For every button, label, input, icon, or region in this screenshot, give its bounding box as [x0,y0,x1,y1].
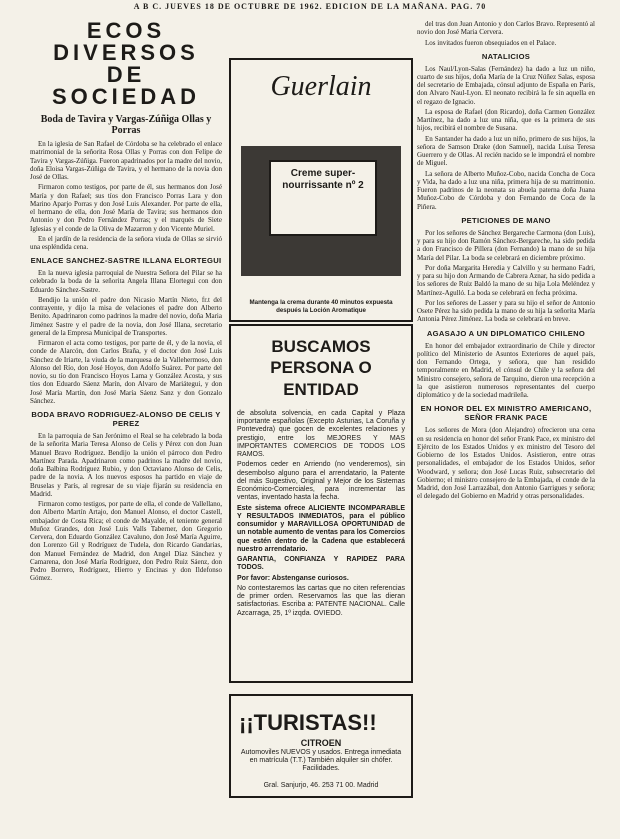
paragraph: En el jardín de la residencia de la señora viuda de Ollas se sirvió una espléndida cena. [30,234,222,251]
paragraph: Firmaron el acta como testigos, por parte de él, y de la novia, el conde de Alarcón, don Carlos Braña, y el doctor don José Luis Sánchez de Iriarte, la viuda de la marquesa de la Vallehermoso, don Alonso del Río, don José Hoyos, don Adolfo Suárez. Por parte del novio, su tío don Francisco Hoyos Lama y González Acosta, y sus tíos don Eduardo Sáenz Marín, don Alvaro de Mariátegui, y don José María Martín, don José María Sáenz Sanz y don Gonzalo Sánchez. [30,339,222,405]
ad-headline: ¡¡TURISTAS!! [239,710,377,735]
ad-paragraph: Por favor: Abstenganse curiosos. [237,574,349,582]
right-column [417,20,595,503]
header-line: A B C. JUEVES 18 DE OCTUBRE DE 1962. EDICION DE LA MAÑANA. PAG. 70 [133,2,487,11]
paragraph: Por doña Margarita Heredia y Calvillo y su hermano Fadri, y para su hijo don Armando de Cabrera Aznar, ha sido pedida a los señores de Ruiz Baldó la mano de su hija Lola Meléndez y Martínez-Agulló. La boda se celebrará en fecha próxima. [417,263,595,297]
classified-ad [229,324,413,683]
left-column [30,20,222,585]
paragraph: Firmaron como testigos, por parte de él, sus hermanos don José María y don Rafael; sus tíos don Francisco Porras Lara y don Marino Aparjo Porras y don José Luis Alexander. Por parte de ella, el hermano de ella, don José María de Tavira; sus hermanos don Antonio y don Pedro Fernández Porras; y el marqués de Siete Iglesias y el conde de la Oliva de Mazarron y don Vicente Muriel. [30,183,222,233]
jar-text: Creme super-nourrissante nº 2 [282,168,364,191]
paragraph: Por los señores de Lasser y para su hijo el señor de Antonio Osete Pérez ha sido pedida la mano de su hija la señorita María Antonia Pérez Jiménez. La boda se celebrará en breve. [417,298,595,324]
paragraph: En honor del embajador extraordinario de Chile y director político del Ministerio de Asuntos Exteriores de aquel país, don Fernando Ortega, y señora, que han residido temporalmente en Madrid, el cónsul de Chile y la señora del Ministro consejero, señora de Tarquino, dieron una recepción a la que asistieron numerosos representantes del cuerpo diplomático y de la sociedad madrileña. [417,341,595,400]
ad-paragraph: Automoviles NUEVOS y usados. Entrega inmediata en matrícula (T.T.) También alquiler sin chófer. Facilidades. [240,748,402,773]
paragraph: Bendijo la unión el padre don Nicasio Martín Nieto, fr.t del contrayente, y dijo la misa de velaciones el padre don Alberto Benito. Apadrinaron como padrinos la madre del novio, doña Maria Jiménez Sastre y el padre de la novia, don José Illana, secretario general de la Empresa Municipal de Transportes. [30,295,222,337]
lead-headline: Boda de Tavira y Vargas-Zúñiga Ollas y Porras [40,114,212,136]
subheading: AGASAJO A UN DIPLOMATICO CHILENO [426,328,586,338]
paragraph: Los señores de Mora (don Alejandro) ofrecieron una cena en su residencia en honor del señor Frank Pace, ex ministro del Ejército de los Estados Unidos y ex ministro del Tesoro del Gobierno de los Estados Unidos. Asistieron, entre otras personalidades, el embajador de los Estados Unidos, señor Woodward, y señora; don José Lucas Ruiz, subsecretario del Gobierno; el ministro consejero de la Embajada, el conde de la Madrid, don José Larrazábal, don Antonio Garrigues y señora; el delegado del Gobierno en Madrid y otras personalidades. [417,426,595,501]
ad-headline: BUSCAMOS PERSONA O ENTIDAD [270,337,372,399]
ad-paragraph: No contestaremos las cartas que no citen referencias de primer orden. Reservamos las que las dieran satisfactorias. Escriba a: PATENTE NACIONAL. Calle Azcarraga, 25, 1º izqda. OVIEDO. [237,584,405,617]
turistas-ad [229,694,413,798]
jar-label [269,160,377,236]
ad-paragraph: de absoluta solvencia, en cada Capital y Plaza importante españolas (Excepto Asturias, La Coruña y Pontevedra) que gocen de excelentes relaciones y prestigio, entre los MEJORES Y MAS IMPORTANTES COMERCIOS DE TODOS LOS RAMOS. [237,409,405,458]
paragraph: En la iglesia de San Rafael de Córdoba se ha celebrado el enlace matrimonial de la señorita Rosa Ollas y Porras con don Felipe de Tavira y Vargas-Zúñiga. Fueron apadrinados por la madre del novio, doña Eloisa Vargas-Zúñiga de Tavira, y el hermano de la novia don José de Ollas. [30,140,222,181]
ad-paragraph: Este sistema ofrece ALICIENTE INCOMPARABLE Y RESULTADOS INMEDIATOS, para el público consumidor y MARAVILLOSA OPORTUNIDAD de un notable aumento de ventas para los Comercios que estén dentro de la Cadena que establecerá nuestro arrendatario. [237,504,405,553]
ad-paragraph: Podemos ceder en Arriendo (no venderemos), sin desembolso alguno para el arrendatario, la Patente del más Sugestivo, Original y Mejor de los Sistemas Económico-Comerciales, para incrementar las ventas, inventado hasta la fecha. [237,461,405,502]
subheading: BODA BRAVO RODRIGUEZ-ALONSO DE CELIS Y PEREZ [31,410,221,429]
section-title: ECOS DIVERSOS DE SOCIEDAD [51,20,201,109]
ad-paragraph: GARANTIA, CONFIANZA Y RAPIDEZ PARA TODOS. [237,556,405,572]
paragraph: En la parroquia de San Jerónimo el Real se ha celebrado la boda de la señorita Maria Teresa Alonso de Celis y Pérez con don Juan Manuel Bravo Rodríguez. Bendijo la unión el párroco don Pedro Martínez Parada. Apadrinaron como padrinos la madre del novio, doña Balbina Rodríguez Rubio, y don Octaviano Alonso de Celis, padre de la novia. A los nuevos esposos ha partido en viaje de Bruselas y París, al regresar de su viaje fijarán su residencia en Madrid. [30,432,222,498]
paragraph: La esposa de Rafael (don Ricardo), doña Carmen González Martínez, ha dado a luz una niña, que es la primera de sus hijos, recibirá el nombre de Susana. [417,107,595,133]
paragraph: Por los señores de Sánchez Bergareche Carmona (don Luis), y para su hijo don Ramón Sánchez-Bergareche, ha sido pedida a don Francisco de Pillera (don Fernando) la mano de su hija María del Pilar. La boda se celebrará en diciembre próximo. [417,228,595,262]
paragraph: Los invitados fueron obsequiados en el Palace. [425,38,557,47]
guerlain-ad [229,58,413,322]
paragraph: La señora de Alberto Muñoz-Cobo, nacida Concha de Coca y Vida, ha dado a luz una niña, primera hija de su matrimonio. Fueron padrinos de la neonata su abuela paterna doña Juana Muñoz-Cobo de Córdoba y don Fernando de Coca de la Piñera. [417,169,595,211]
subheading: EN HONOR DEL EX MINISTRO AMERICANO, SEÑOR FRANK PACE [420,404,592,423]
page-header [0,2,620,14]
paragraph: Firmaron como testigos, por parte de ella, el conde de Vallellano, don Alberto Martín Artajo, don Manuel Alonso, el doctor Castell, embajador de Costa Rica; el conde de Mayalde, el teniente general Muñoz Grandes, don José Luis Valls Taberner, don Gregorio Cervera, don Eduardo González Cavaluno, don José María Aguirre, don Lorenzo Gil y Rodríguez de Tudela, don Ricardo Gandarias, don Manuel Fernández de Madrid, don Angel Díaz Sánchez y Camarena, don José María Rodríguez, don Pedro Ruiz Sáenz, don Pedro Borrero, Rodríguez, Hierro y Encinas y don Ildefonso Gómez. [30,500,222,583]
ad-address: Gral. Sanjurjo, 46. 253 71 00. Madrid [263,781,379,789]
brand-logo: Guerlain [270,71,372,102]
subheading: PETICIONES DE MANO [461,215,551,225]
paragraph: En Santander ha dado a luz un niño, primero de sus hijos, la señora de Samson Drake (don Samuel), nacida Luisa Teresa Guerrero y de Ollas. Al recién nacido se le impondrá el nombre de Miguel. [417,134,595,168]
ad-caption: Mantenga la crema durante 40 minutos expuesta después la Loción Aromatique [249,299,393,314]
paragraph: En la nueva iglesia parroquial de Nuestra Señora del Pilar se ha celebrado la boda de la señorita Angela Illana Elortegui con don Eduardo Sánchez-Sastre. [30,269,222,294]
subheading: ENLACE SANCHEZ-SASTRE ILLANA ELORTEGUI [30,256,222,266]
ad-brand: CITROEN [300,737,342,748]
product-photo [241,146,401,276]
subheading: NATALICIOS [481,51,531,61]
paragraph: del tras don Juan Antonio y don Carlos Bravo. Representó al novio don José Maria Cervera. [417,20,595,37]
paragraph: Los Naul/Lyon-Salas (Fernández) ha dado a luz un niño, cuarto de sus hijos, doña María de la Cruz Núñez Salas, esposa del secretario de Embajada, cónsul adjunto de España en París, don Alvaro Naul-Lyon. El neonato recibirá la fe sin aquella en el regazo de Ignacio. [417,64,595,106]
